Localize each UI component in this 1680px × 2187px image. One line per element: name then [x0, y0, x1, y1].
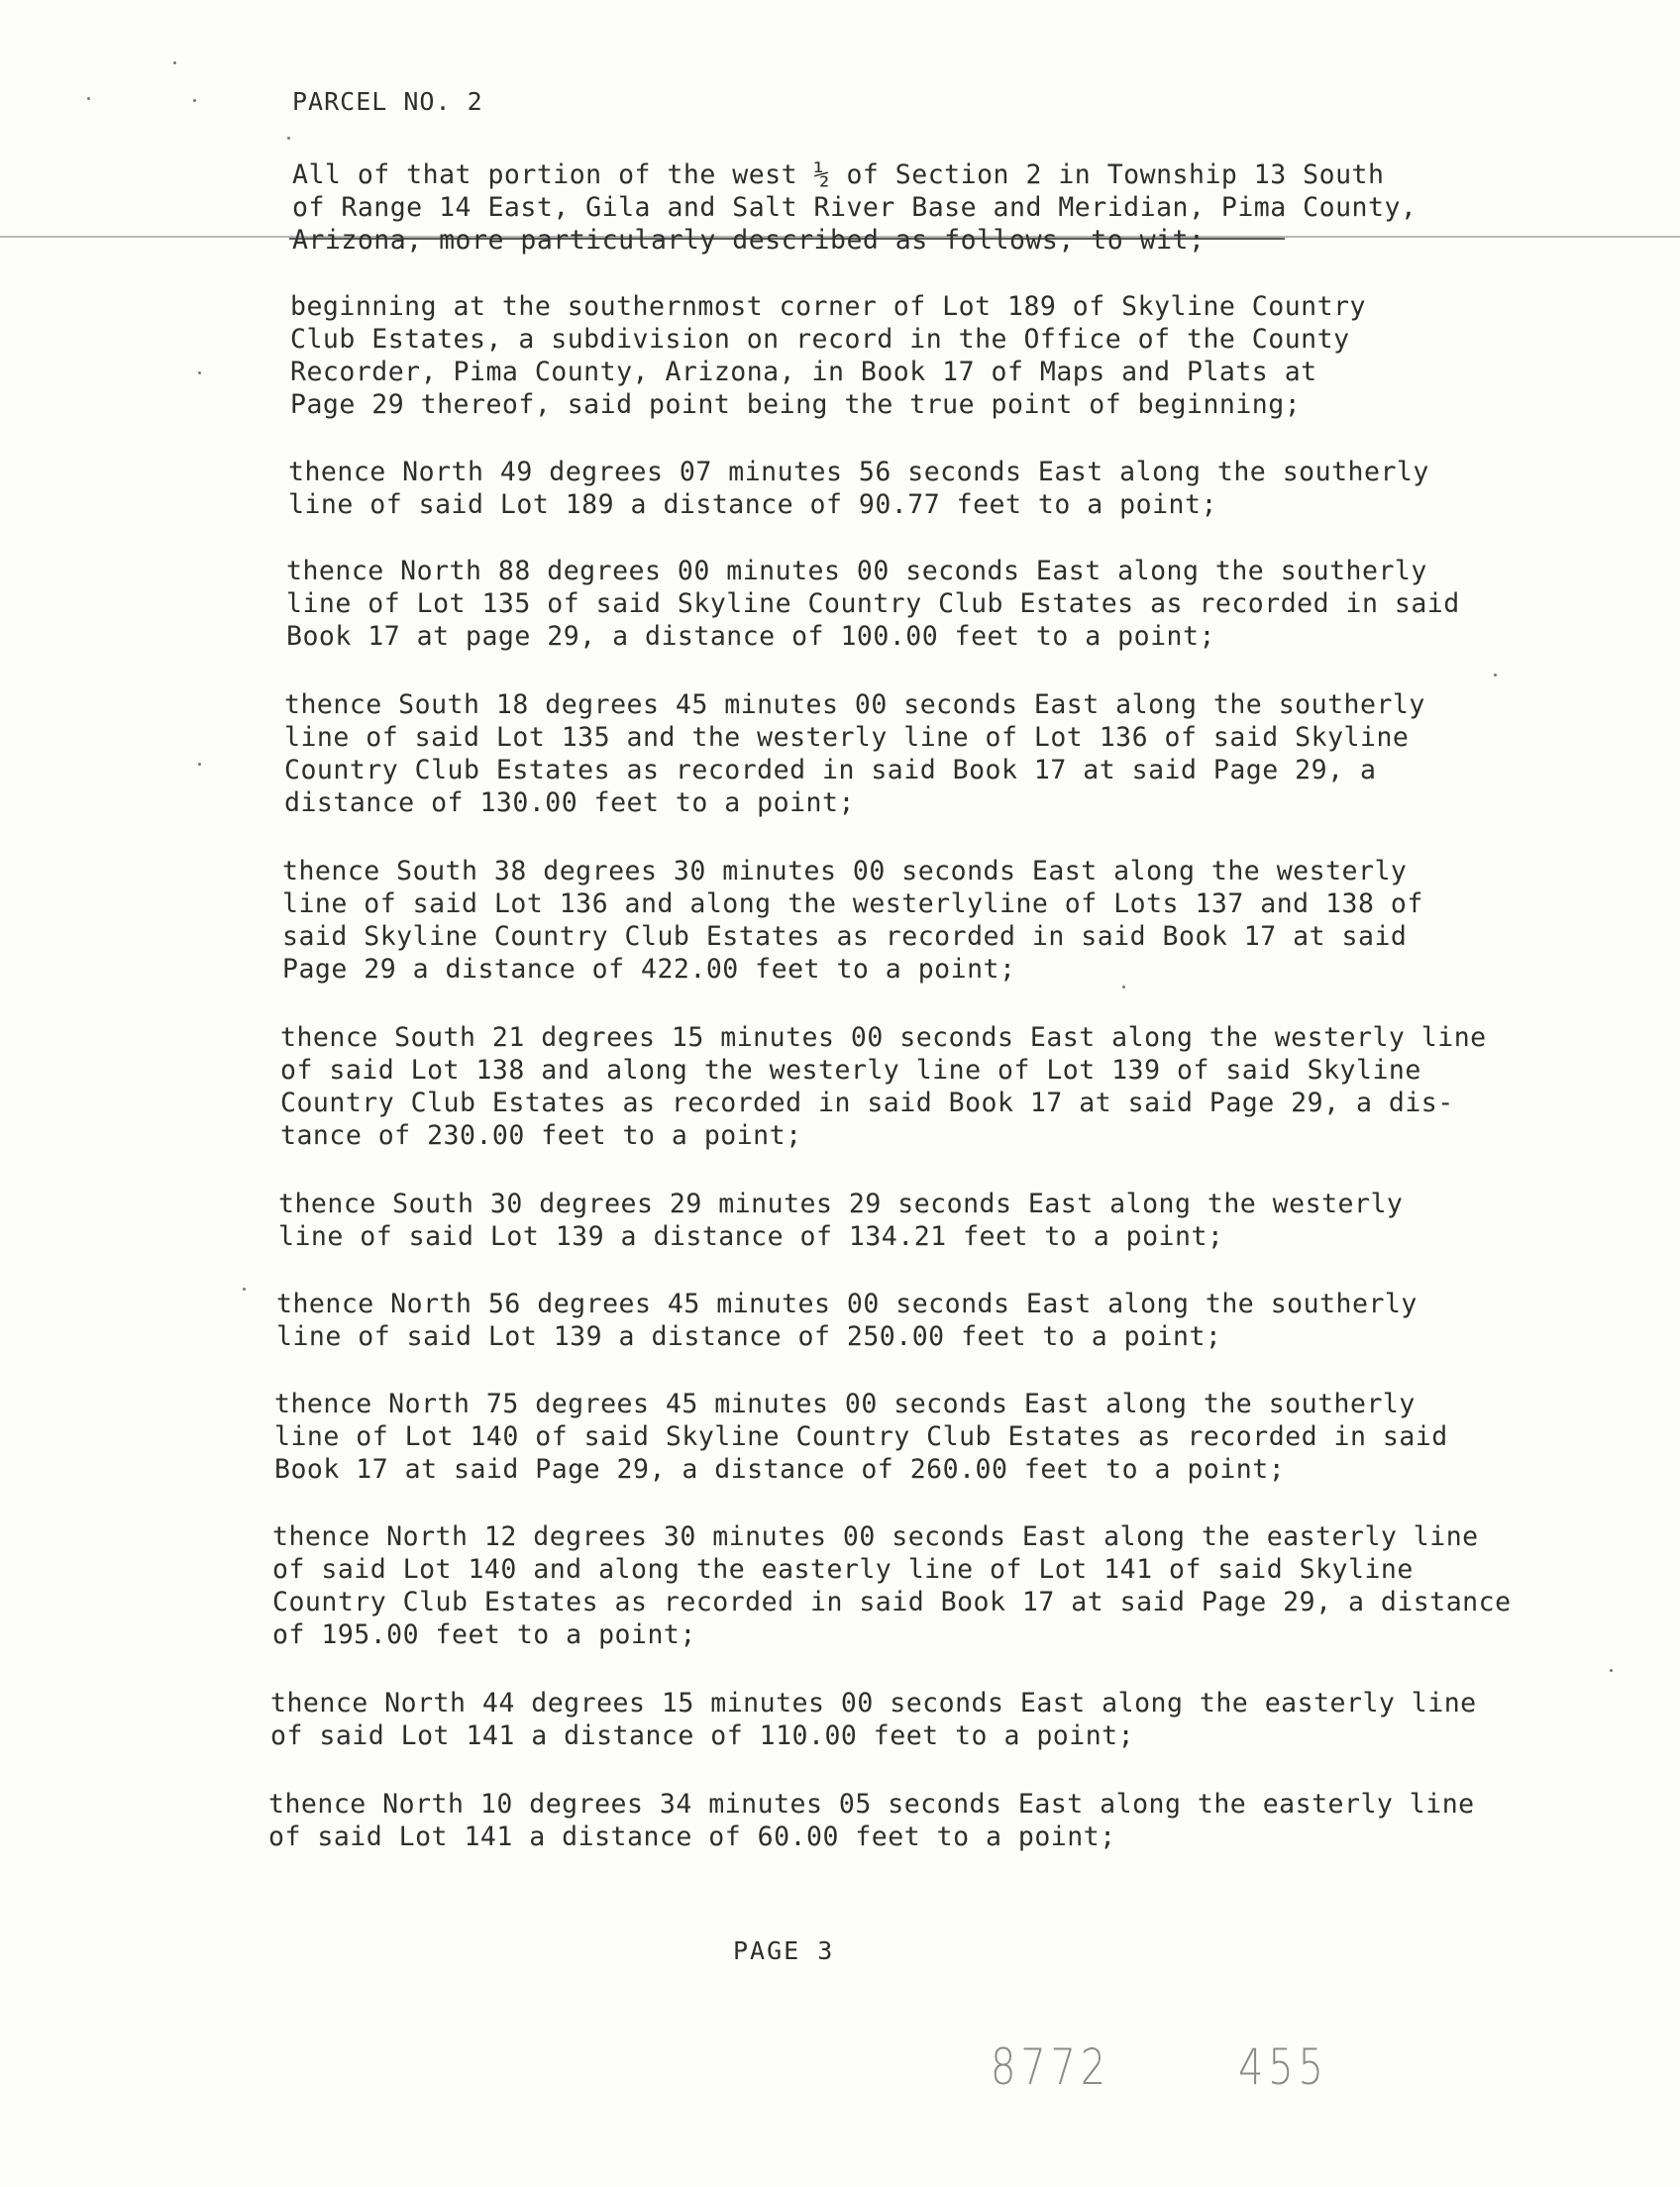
scan-speck [173, 61, 176, 64]
scan-speck [1494, 674, 1497, 677]
paragraph-call-9: thence North 12 degrees 30 minutes 00 seconds East along the easterly line of said Lot 140 and along the easterly line of Lot 141 of said Skyline Country Club Estates as recorded in said Book 17 at said Page 29, a distance of 195.00 feet to a point; [272, 1521, 1512, 1650]
scan-speck [1610, 1669, 1613, 1672]
scan-speck [193, 99, 196, 102]
paragraph-call-3: thence South 18 degrees 45 minutes 00 seconds East along the southerly line of said Lot 135 and the westerly line of Lot 136 of said Skyline Country Club Estates as recorded in said Book 17 at said Page 29, a distance of 130.00 feet to a point; [284, 689, 1425, 818]
recording-book-number: 8772 [991, 2038, 1110, 2096]
parcel-heading: PARCEL NO. 2 [292, 87, 483, 116]
scan-speck [1122, 986, 1125, 989]
paragraph-call-6: thence South 30 degrees 29 minutes 29 seconds East along the westerly line of said Lot 139 a distance of 134.21 feet to a point; [278, 1189, 1404, 1252]
paragraph-call-2: thence North 88 degrees 00 minutes 00 seconds East along the southerly line of Lot 135 of said Skyline Country Club Estates as recorded in said Book 17 at page 29, a distance of 100.00 feet to a point; [286, 556, 1460, 652]
scan-speck [87, 97, 90, 100]
paragraph-call-4: thence South 38 degrees 30 minutes 00 seconds East along the westerly line of said Lot 136 and along the westerlyline of Lots 137 and 138 of said Skyline Country Club Estates as recorded in said Book 17 at said Page 29 a distance of 422.00 feet to a point; [282, 856, 1423, 985]
paragraph-call-7: thence North 56 degrees 45 minutes 00 seconds East along the southerly line of said Lot 139 a distance of 250.00 feet to a point; [276, 1289, 1418, 1352]
scan-speck [198, 371, 201, 374]
paragraph-call-5: thence South 21 degrees 15 minutes 00 seconds East along the westerly line of said Lot 138 and along the westerly line of Lot 139 of said Skyline Country Club Estates as recorded in said Book 17 at said Page 29, a dis- tance of 230.00 feet to a point; [280, 1022, 1487, 1151]
recording-page-number: 455 [1238, 2038, 1328, 2096]
scan-speck [243, 1288, 246, 1291]
scan-speck [198, 763, 201, 766]
scan-speck [287, 137, 290, 140]
paragraph-call-8: thence North 75 degrees 45 minutes 00 seconds East along the southerly line of Lot 140 of said Skyline Country Club Estates as recorded in said Book 17 at said Page 29, a distance of 260.00 feet to a point; [274, 1389, 1448, 1485]
paragraph-call-1: thence North 49 degrees 07 minutes 56 seconds East along the southerly line of said Lot 189 a distance of 90.77 feet to a point; [288, 457, 1429, 520]
paragraph-call-11: thence North 10 degrees 34 minutes 05 seconds East along the easterly line of said Lot 141 a distance of 60.00 feet to a point; [268, 1789, 1475, 1852]
paragraph-description: All of that portion of the west ½ of Section 2 in Township 13 South of Range 14 East, Gila and Salt River Base and Meridian, Pima County, Arizona, more particularly described as follows, to wit; [292, 159, 1418, 256]
page-number: PAGE 3 [733, 1936, 835, 1965]
paragraph-call-10: thence North 44 degrees 15 minutes 00 seconds East along the easterly line of said Lot 141 a distance of 110.00 feet to a point; [270, 1688, 1477, 1751]
paragraph-beginning: beginning at the southernmost corner of Lot 189 of Skyline Country Club Estates, a subdivision on record in the Office of the County Recorder, Pima County, Arizona, in Book 17 of Maps and Plats at Page 29 thereof, said point being the true point of beginning; [290, 291, 1366, 420]
